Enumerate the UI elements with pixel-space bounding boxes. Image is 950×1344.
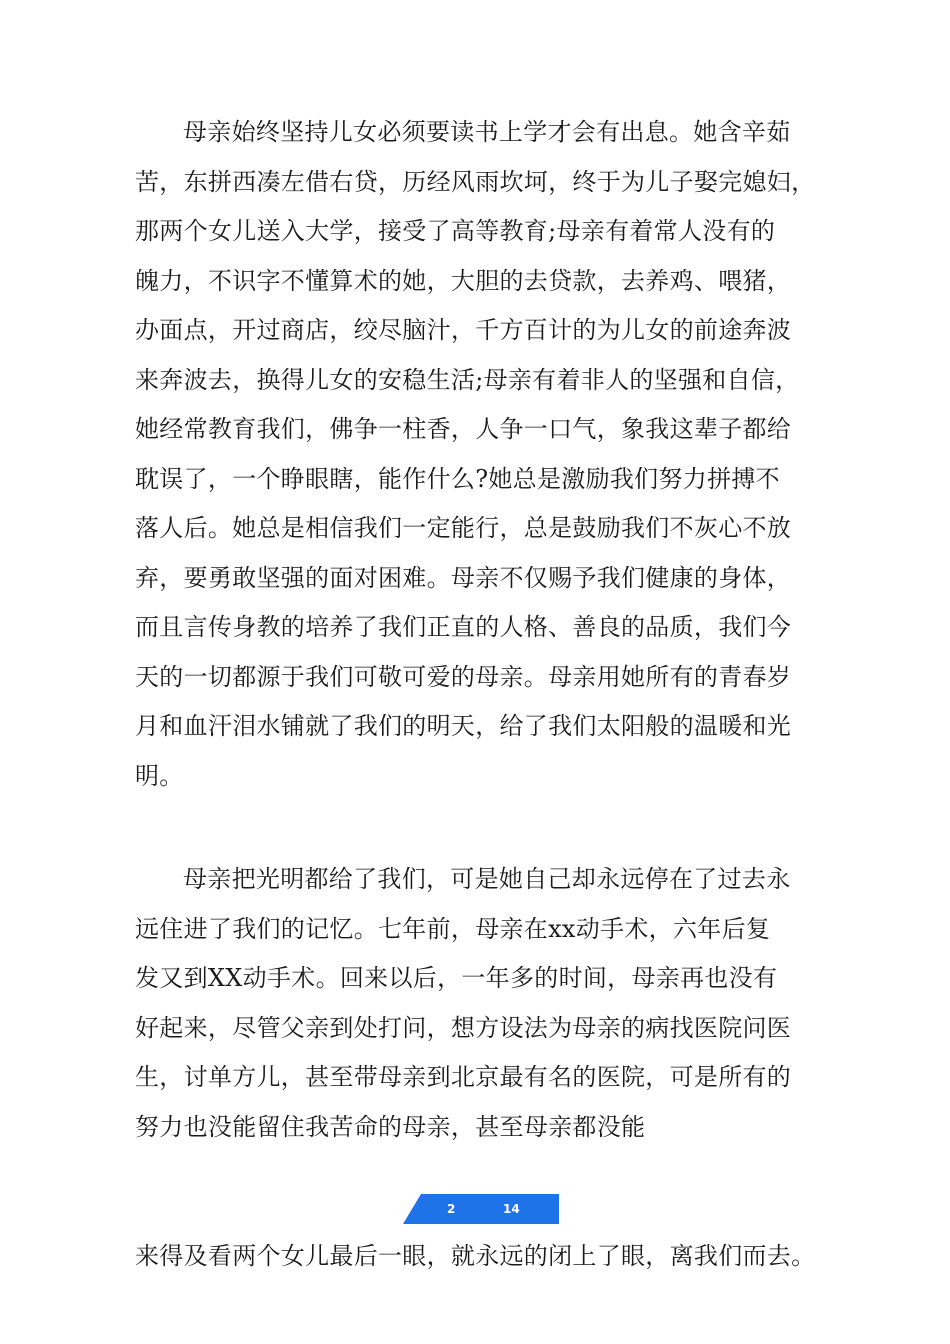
total-page-count: 14 bbox=[503, 1202, 520, 1216]
page-indicator-background bbox=[403, 1194, 559, 1224]
text-line: 好起来，尽管父亲到处打问，想方设法为母亲的病找医院问医 bbox=[135, 1013, 792, 1042]
text-line: 耽误了，一个睁眼瞎，能作什么?她总是激励我们努力拼搏不 bbox=[135, 464, 780, 493]
text-line: 母亲把光明都给了我们，可是她自己却永远停在了过去永 bbox=[183, 865, 791, 893]
page-indicator bbox=[403, 1194, 559, 1224]
text-line: 办面点，开过商店，绞尽脑汁，千方百计的为儿女的前途奔波 bbox=[135, 316, 792, 344]
text-line: 苦，东拼西凑左借右贷，历经风雨坎坷，终于为儿子娶完媳妇， bbox=[135, 167, 816, 196]
text-line: 魄力，不识字不懂算术的她，大胆的去贷款，去养鸡、喂猪， bbox=[135, 266, 792, 295]
text-line: 天的一切都源于我们可敬可爱的母亲。母亲用她所有的青春岁 bbox=[135, 662, 792, 691]
text-line: 那两个女儿送入大学，接受了高等教育;母亲有着常人没有的 bbox=[135, 217, 776, 245]
paragraph-2 bbox=[135, 855, 835, 1152]
current-page-number: 2 bbox=[447, 1202, 456, 1216]
text-line: 来奔波去，换得儿女的安稳生活;母亲有着非人的坚强和自信， bbox=[135, 365, 800, 394]
text-line: 努力也没能留住我苦命的母亲，甚至母亲都没能 bbox=[135, 1112, 646, 1141]
text-line: 来得及看两个女儿最后一眼，就永远的闭上了眼，离我们而去。 bbox=[135, 1242, 816, 1270]
text-line: 发又到XX动手术。回来以后，一年多的时间，母亲再也没有 bbox=[135, 964, 778, 992]
text-line: 落人后。她总是相信我们一定能行，总是鼓励我们不灰心不放 bbox=[135, 514, 792, 542]
paragraph-3 bbox=[135, 1232, 835, 1282]
text-line: 弃，要勇敢坚强的面对困难。母亲不仅赐予我们健康的身体， bbox=[135, 563, 792, 592]
text-line: 生，讨单方儿，甚至带母亲到北京最有名的医院，可是所有的 bbox=[135, 1063, 792, 1091]
text-line: 明。 bbox=[135, 761, 184, 790]
paragraph-1 bbox=[135, 108, 835, 801]
text-line: 母亲始终坚持儿女必须要读书上学才会有出息。她含辛茹 bbox=[183, 118, 791, 146]
text-line: 月和血汗泪水铺就了我们的明天，给了我们太阳般的温暖和光 bbox=[135, 712, 792, 740]
text-line: 她经常教育我们，佛争一柱香，人争一口气，象我这辈子都给 bbox=[135, 415, 792, 443]
text-line: 远住进了我们的记忆。七年前，母亲在xx动手术，六年后复 bbox=[135, 914, 771, 943]
text-line: 而且言传身教的培养了我们正直的人格、善良的品质，我们今 bbox=[135, 613, 792, 641]
